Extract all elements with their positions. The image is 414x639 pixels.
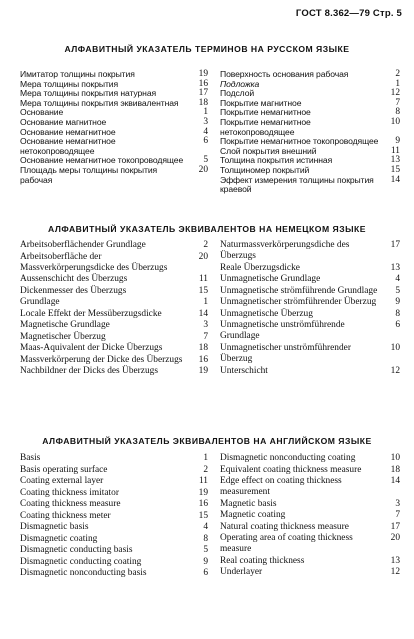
index-term: Locale Effekt der Messüberzugsdicke [20, 308, 162, 319]
index-term: Reale Überzugsdicke [220, 262, 300, 273]
index-page-number: 8 [395, 308, 400, 319]
index-entry [220, 522, 400, 533]
index-page-number: 4 [395, 274, 400, 285]
index-term: Основание [20, 107, 64, 118]
index-page-number: 14 [198, 308, 208, 319]
index-term: Arbeitsoberflächender Grundlage [20, 240, 146, 250]
index-entry [20, 332, 208, 343]
index-page-number: 13 [390, 155, 400, 166]
section-german [20, 240, 400, 377]
index-term: Основание немагнитное токопроводящее [20, 155, 184, 166]
index-term: Grundlage [20, 297, 60, 308]
index-entry [220, 309, 400, 320]
index-term: Мера толщины покрытия натурная [20, 88, 157, 99]
index-term: Толщиномер покрытий [220, 164, 310, 175]
index-page-number: 11 [390, 145, 400, 156]
index-page-number: 8 [203, 533, 208, 544]
index-entry [20, 499, 208, 510]
index-page-number: 18 [390, 464, 400, 475]
index-page-number: 13 [390, 262, 400, 273]
index-entry [220, 499, 400, 510]
index-page-number: 13 [390, 555, 400, 566]
index-page-number: 2 [203, 240, 208, 250]
index-entry [220, 286, 400, 297]
index-entry [220, 510, 400, 521]
index-term: Unmagnetische Überzug [220, 308, 313, 319]
index-term: Площадь меры толщины покрытия рабочая [20, 164, 158, 185]
index-term: Magnetic coating [220, 510, 286, 521]
section-title-german: АЛФАВИТНЫЙ УКАЗАТЕЛЬ ЭКВИВАЛЕНТОВ НА НЕМЕЦКОМ ЯЗЫКЕ [48, 224, 366, 234]
index-entry [20, 166, 208, 185]
index-term: Maas-Aquivalent der Dicke Überzugs [20, 343, 163, 354]
index-page-number: 15 [198, 285, 208, 296]
index-term: Основание магнитное [20, 116, 107, 127]
index-page-number: 6 [395, 320, 400, 331]
index-term: Слой покрытия внешний [220, 145, 317, 156]
index-page-number: 10 [390, 453, 400, 463]
index-entry [20, 511, 208, 522]
index-page-number: 7 [203, 331, 208, 342]
index-page-number: 15 [390, 164, 400, 175]
index-entry [20, 534, 208, 545]
index-page-number: 20 [390, 533, 400, 544]
index-page-number: 12 [390, 88, 400, 99]
index-term: Unmagnetische Grundlage [220, 274, 321, 285]
index-entry [20, 252, 208, 274]
index-entry [20, 476, 208, 487]
index-term: Basis [20, 453, 41, 463]
index-page-number: 1 [203, 453, 208, 463]
index-term: Покрытие немагнитное [220, 107, 311, 118]
index-page-number: 1 [203, 107, 208, 118]
index-entry [220, 263, 400, 274]
index-term: Покрытие немагнитное токопроводящее [220, 136, 379, 147]
index-term: Покрытие немагнитное нетокопроводящее [220, 116, 311, 137]
index-page-number: 11 [198, 476, 208, 486]
index-term: Massverkörperung der Dicke des Überzugs [20, 354, 183, 365]
index-entry [20, 274, 208, 285]
index-page-number: 14 [390, 476, 400, 486]
index-term: Unmagnetischer unströmführender Überzug [220, 342, 351, 365]
index-entry [220, 476, 400, 498]
index-term: Magnetische Grundlage [20, 320, 110, 331]
index-term: Толщина покрытия истинная [220, 155, 333, 166]
section-russian [20, 70, 400, 195]
index-term: Nachbildner der Dicks des Überzugs [20, 366, 158, 377]
index-term: Coating thickness measure [20, 499, 121, 509]
index-page-number: 3 [203, 116, 208, 127]
index-page-number: 8 [395, 107, 400, 118]
russian-left-column [20, 70, 208, 195]
index-page-number: 4 [203, 522, 208, 532]
index-term: Основание немагнитное нетокопроводящее [20, 136, 116, 156]
index-term: Подслой [220, 88, 255, 99]
index-term: Magnetic basis [220, 498, 277, 509]
index-entry [220, 118, 400, 137]
index-term: Magnetischer Überzug [20, 331, 106, 342]
index-entry [220, 176, 400, 195]
index-page-number: 7 [395, 97, 400, 108]
index-page-number: 16 [198, 354, 208, 365]
index-term: Natural coating thickness measure [220, 521, 349, 532]
index-term: Coating thickness imitator [20, 487, 119, 498]
index-page-number: 6 [203, 568, 208, 578]
index-entry [20, 297, 208, 308]
index-page-number: 17 [198, 88, 208, 99]
index-page-number: 2 [395, 69, 400, 79]
index-page-number: 19 [198, 69, 208, 79]
index-term: Подложка [220, 78, 260, 89]
index-term: Underlayer [220, 567, 263, 578]
english-left-column [20, 453, 208, 579]
index-term: Dismagnetic conducting basis [20, 545, 133, 555]
index-page-number: 16 [198, 499, 208, 509]
index-page-number: 1 [395, 78, 400, 89]
section-english [20, 453, 400, 579]
index-term: Equivalent coating thickness measure [220, 464, 362, 475]
index-term: Dismagnetic basis [20, 522, 89, 532]
index-entry [220, 533, 400, 555]
index-entry [20, 309, 208, 320]
index-page-number: 19 [198, 487, 208, 498]
index-entry [220, 567, 400, 578]
index-term: Basis operating surface [20, 464, 108, 475]
section-title-russian: АЛФАВИТНЫЙ УКАЗАТЕЛЬ ТЕРМИНОВ НА РУССКОМ ЯЗЫКЕ [64, 44, 350, 54]
index-page-number: 9 [203, 556, 208, 567]
index-page-number: 9 [395, 136, 400, 147]
index-entry [20, 465, 208, 476]
index-page-number: 9 [395, 297, 400, 308]
index-entry [220, 343, 400, 365]
index-entry [20, 488, 208, 499]
index-page-number: 5 [395, 285, 400, 296]
index-term: Поверхность основания рабочая [220, 69, 349, 79]
index-page-number: 1 [203, 297, 208, 308]
index-page-number: 14 [390, 174, 400, 185]
index-page-number: 19 [198, 366, 208, 377]
index-page-number: 15 [198, 510, 208, 521]
index-entry [20, 320, 208, 331]
index-term: Мера толщины покрытия [20, 78, 119, 89]
index-entry [220, 465, 400, 476]
index-page-number: 17 [390, 240, 400, 250]
russian-right-column [220, 70, 400, 195]
index-page-number: 5 [203, 155, 208, 166]
index-term: Edge effect on coating thickness measurement [220, 476, 342, 498]
index-term: Dismagnetic nonconducting basis [20, 568, 147, 578]
index-entry [20, 137, 208, 156]
index-term: Unmagnetische strömführende Grundlage [220, 285, 378, 296]
index-term: Operating area of coating thickness measure [220, 533, 353, 555]
index-page-number: 10 [390, 116, 400, 127]
index-page-number: 7 [395, 510, 400, 521]
index-term: Покрытие магнитное [220, 97, 302, 108]
index-entry [220, 366, 400, 377]
index-page-number: 5 [203, 545, 208, 555]
index-entry [20, 240, 208, 251]
index-page-number: 20 [198, 251, 208, 262]
index-term: Имитатор толщины покрытия [20, 69, 135, 79]
index-term: Dismagnetic nonconducting coating [220, 453, 356, 463]
index-entry [220, 240, 400, 262]
index-term: Aussenschicht des Überzugs [20, 274, 128, 285]
index-entry [20, 568, 208, 579]
index-entry [20, 545, 208, 556]
index-term: Unmagnetischer strömführender Überzug [220, 297, 377, 308]
index-entry [20, 522, 208, 533]
index-entry [220, 556, 400, 567]
section-title-english: АЛФАВИТНЫЙ УКАЗАТЕЛЬ ЭКВИВАЛЕНТОВ НА АНГЛИЙСКОМ ЯЗЫКЕ [42, 436, 372, 446]
index-page-number: 18 [198, 343, 208, 354]
index-page-number: 11 [198, 274, 208, 285]
index-term: Naturmassverkörperungsdiche des Überzugs [220, 240, 350, 262]
index-entry [220, 274, 400, 285]
index-entry [220, 320, 400, 342]
index-entry [20, 355, 208, 366]
english-right-column [220, 453, 400, 579]
index-page-number: 18 [198, 97, 208, 108]
index-entry [20, 453, 208, 464]
index-entry [220, 453, 400, 464]
index-entry [20, 343, 208, 354]
index-page-number: 3 [395, 498, 400, 509]
index-entry [20, 286, 208, 297]
index-page-number: 12 [390, 567, 400, 578]
index-page-number: 12 [390, 365, 400, 376]
german-left-column [20, 240, 208, 377]
index-term: Unmagnetische unströmführende Grundlage [220, 320, 345, 342]
index-term: Мера толщины покрытия эквивалентная [20, 97, 179, 108]
german-right-column [220, 240, 400, 377]
index-page-number: 10 [390, 342, 400, 353]
index-term: Dismagnetic conducting coating [20, 556, 142, 567]
page-header: ГОСТ 8.362—79 Стр. 5 [295, 8, 402, 19]
index-entry [20, 557, 208, 568]
index-term: Arbeitsoberfläche der Massverkörperungsdicke des Überzugs [20, 251, 168, 273]
index-page-number: 20 [198, 164, 208, 175]
index-term: Coating thickness meter [20, 510, 111, 521]
index-page-number: 4 [203, 126, 208, 137]
index-page-number: 6 [203, 136, 208, 147]
index-term: Эффект измерения толщины покрытия краевой [220, 174, 374, 195]
index-term: Unterschicht [220, 365, 268, 376]
index-page-number: 16 [198, 78, 208, 89]
index-entry [20, 366, 208, 377]
index-term: Real coating thickness [220, 555, 305, 566]
index-page-number: 3 [203, 320, 208, 331]
index-term: Dismagnetic coating [20, 533, 98, 544]
index-entry [220, 297, 400, 308]
index-page-number: 17 [390, 521, 400, 532]
index-page-number: 2 [203, 464, 208, 475]
index-term: Основание немагнитное [20, 126, 116, 137]
index-term: Coating external layer [20, 476, 104, 486]
index-term: Dickenmesser des Überzugs [20, 285, 127, 296]
